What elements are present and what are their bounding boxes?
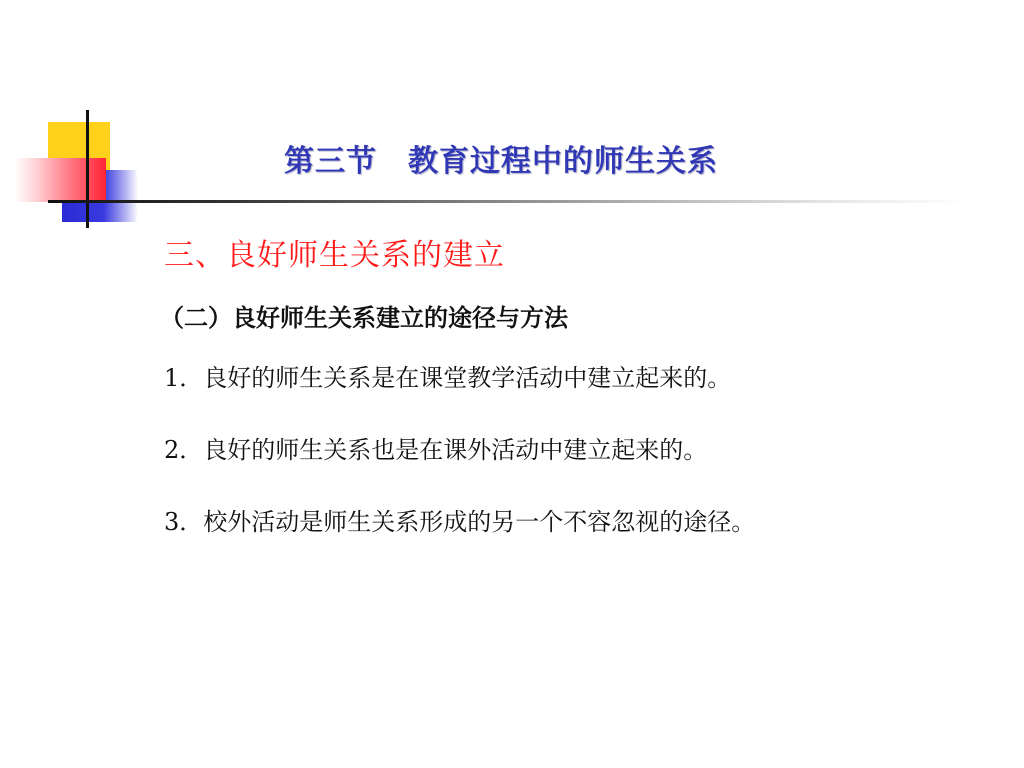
point-3: 3．校外活动是师生关系形成的另一个不容忽视的途径。	[164, 508, 756, 536]
subheading: （二）良好师生关系建立的途径与方法	[160, 304, 568, 332]
decorative-red-gradient-bar	[14, 158, 106, 202]
point-2: 2．良好的师生关系也是在课外活动中建立起来的。	[164, 436, 708, 464]
slide-title: 第三节 教育过程中的师生关系	[284, 144, 718, 179]
point-1: 1．良好的师生关系是在课堂教学活动中建立起来的。	[164, 364, 732, 392]
section-heading: 三、良好师生关系的建立	[164, 238, 505, 273]
decorative-vertical-line	[86, 110, 89, 228]
title-underline-rule	[48, 200, 968, 203]
